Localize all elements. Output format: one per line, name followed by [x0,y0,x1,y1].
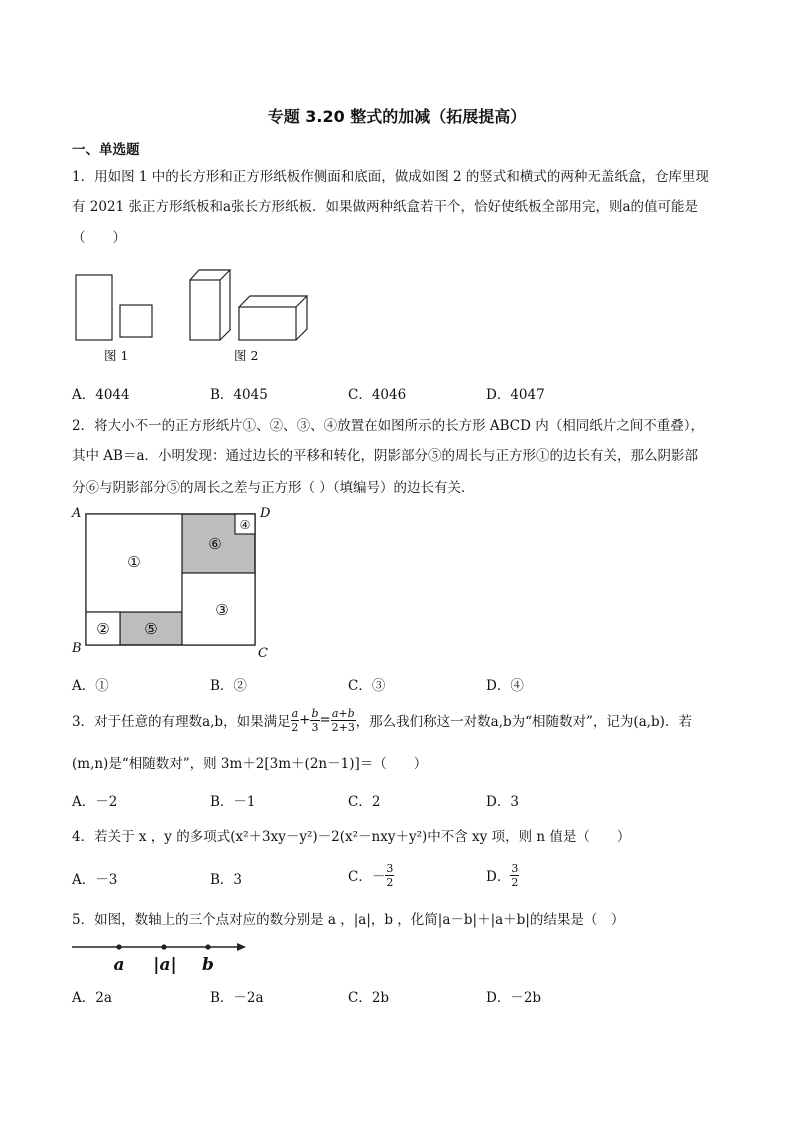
q5-option-d[interactable]: D．－2b [486,990,542,1006]
q5-option-b[interactable]: B．－2a [210,990,264,1006]
q3-equals: = [319,712,331,728]
q5-point-abs-a [161,944,166,949]
q2-label-2: ② [96,620,110,638]
q1-figure [70,262,330,347]
q5-point-a [116,944,121,949]
q2-text-line1: 2．将大小不一的正方形纸片①、②、③、④放置在如图所示的长方形 ABCD 内（相同纸片之间不重叠）， [72,418,704,434]
q1-option-b[interactable]: B．4045 [210,387,268,403]
q4-option-c[interactable] [348,857,394,893]
q1-fig2-caption: 图 2 [234,348,259,363]
q2-label-1: ① [127,553,141,571]
q2-figure [66,502,286,662]
q2-corner-c: C [258,646,268,661]
q5-label-b: b [202,955,214,975]
q4-option-a[interactable]: A．－3 [72,872,118,888]
q2-text-line3: 分⑥与阴影部分⑤的周长之差与正方形（ ）（填编号）的边长有关． [72,480,475,496]
q5-number-line [70,936,260,978]
q2-option-d[interactable]: D．④ [486,678,524,694]
q1-square-board [120,305,152,337]
q2-corner-b: B [72,641,82,656]
q3-fraction-b-over-3: $\frac{b}{3}$ [311,706,319,734]
q2-text-line2: 其中 AB＝a．小明发现：通过边长的平移和转化，阴影部分⑤的周长与正方形①的边长有关，那么阴影部 [72,448,699,464]
q3-option-b[interactable]: B．－1 [210,794,256,810]
q3-plus: + [299,712,311,728]
q5-label-abs-a: |a| [153,955,177,975]
q2-option-c[interactable]: C．③ [348,678,386,694]
q2-label-6: ⑥ [208,535,222,553]
q3-fraction-a-over-2: $\frac{a}{2}$ [291,706,299,734]
q4-option-d-prefix: D． [486,869,511,885]
q4-option-b[interactable]: B．3 [210,872,243,888]
q3-option-d[interactable]: D．3 [486,794,519,810]
q1-text-line2: 有 2021 张正方形纸板和a张长方形纸板．如果做两种纸盒若干个，恰好使纸板全部用完，则a的值可能是 [72,199,699,215]
q4-option-c-prefix: C．－ [348,869,386,885]
q2-label-4: ④ [239,518,251,532]
q2-option-b[interactable]: B．② [210,678,247,694]
q3-text-line2: (m,n)是“相随数对”，则 3m＋2[3m＋(2n－1)]＝（ ） [72,756,428,772]
q2-option-a[interactable]: A．① [72,678,109,694]
q1-option-d[interactable]: D．4047 [486,387,545,403]
q2-corner-a: A [72,506,82,521]
q1-text-line1: 1．用如图 1 中的长方形和正方形纸板作侧面和底面，做成如图 2 的竖式和横式的两种无盖纸盒，仓库里现 [72,169,709,185]
q2-corner-d: D [260,506,271,521]
q1-vertical-box [190,270,230,340]
q5-label-a: a [113,955,125,975]
q3-option-a[interactable]: A．－2 [72,794,118,810]
q4-option-d[interactable] [486,857,519,893]
q1-horizontal-box [239,296,307,340]
q5-axis-arrow-icon [237,943,246,951]
q5-point-b [205,944,210,949]
q3-text-line1 [72,703,692,737]
q1-option-c[interactable]: C．4046 [348,387,407,403]
q4-option-c-fraction: $\frac{3}{2}$ [386,861,394,889]
q3-fraction-sum: $\frac{a+b}{2+3}$ [331,706,355,734]
q1-text-line3: （ ） [72,230,126,246]
q1-option-a[interactable]: A．4044 [72,387,130,403]
q1-fig1-caption: 图 1 [104,348,129,363]
q2-label-3: ③ [215,601,229,619]
q5-option-a[interactable]: A．2a [72,990,112,1006]
section-heading: 一、单选题 [72,142,140,158]
q2-label-5: ⑤ [144,620,158,638]
q5-option-c[interactable]: C．2b [348,990,390,1006]
q3-prefix: 3．对于任意的有理数a,b，如果满足 [72,714,291,730]
q3-suffix: ，那么我们称这一对数a,b为“相随数对”，记为(a,b)．若 [355,714,692,730]
q5-text-line1: 5．如图，数轴上的三个点对应的数分别是 a ，|a|，b ，化简|a－b|＋|a＋b|的结果是（ ） [72,912,625,928]
q1-rectangle-board [76,275,112,340]
q4-option-d-fraction: $\frac{3}{2}$ [511,861,519,889]
q4-text-line1: 4．若关于 x ，y 的多项式(x²＋3xy－y²)－2(x²－nxy＋y²)中不含 xy 项，则 n 值是（ ） [72,829,631,845]
page-title: 专题 3.20 整式的加减（拓展提高） [267,107,527,126]
q3-option-c[interactable]: C．2 [348,794,381,810]
